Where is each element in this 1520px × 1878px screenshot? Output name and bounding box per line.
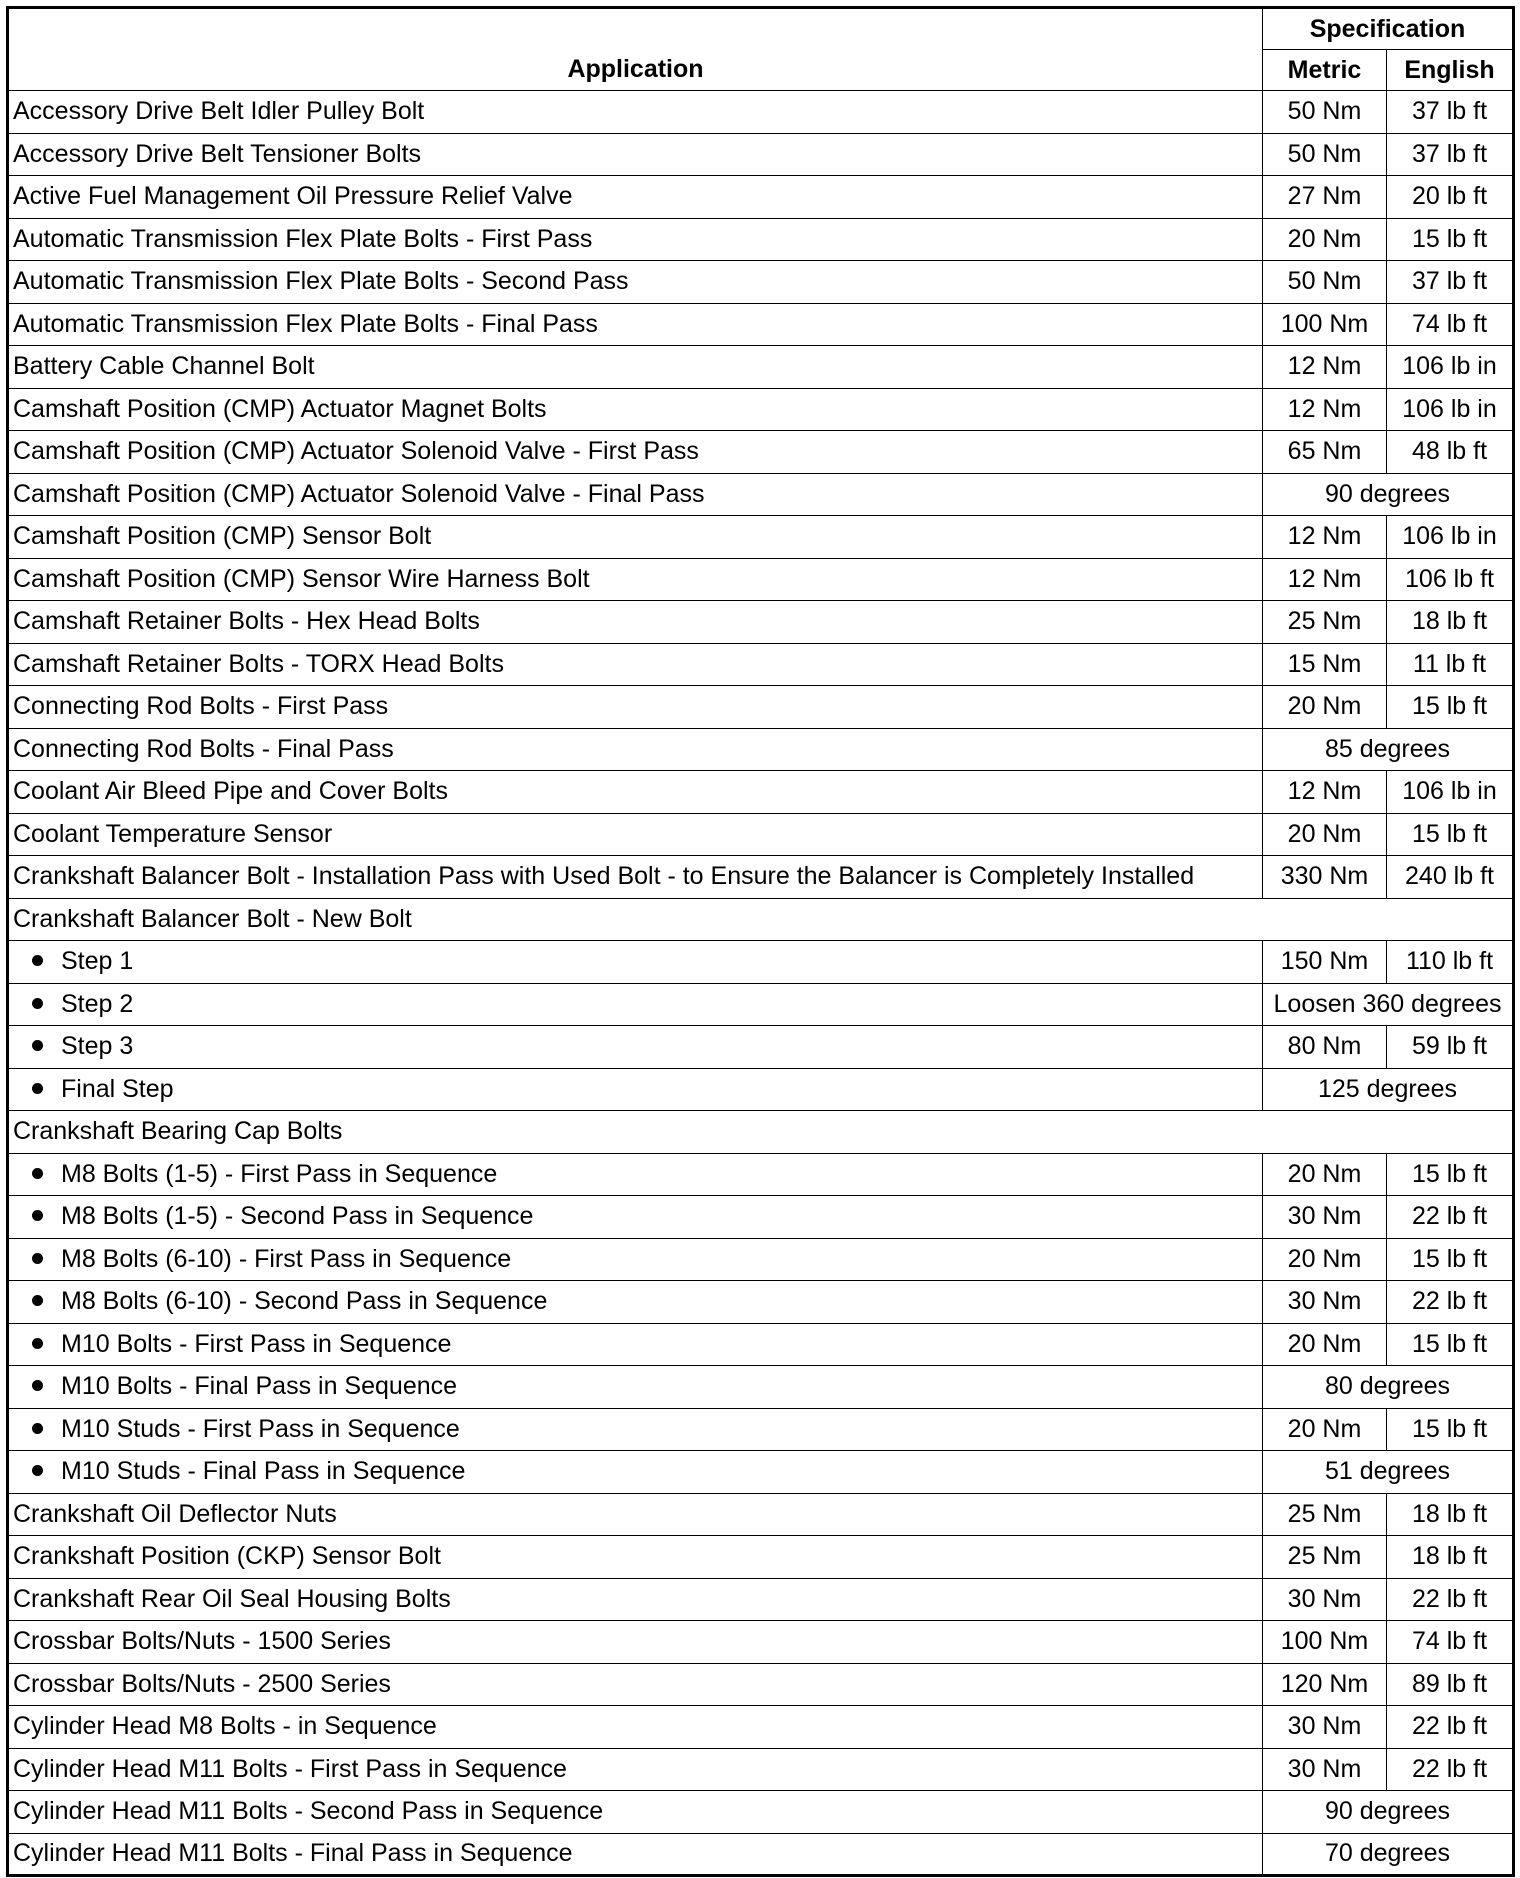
spec-english-cell: 15 lb ft — [1387, 1153, 1514, 1196]
spec-metric-cell: 20 Nm — [1263, 813, 1387, 856]
bullet-icon — [32, 1210, 43, 1221]
table-row — [8, 388, 1514, 431]
application-label: Camshaft Position (CMP) Sensor Wire Harness Bolt — [13, 564, 590, 593]
spec-combined-cell: 90 degrees — [1263, 1791, 1514, 1834]
spec-english-cell: 106 lb in — [1387, 346, 1514, 389]
bullet-icon — [32, 1465, 43, 1476]
table-row — [8, 1366, 1514, 1409]
spec-english-cell: 106 lb ft — [1387, 558, 1514, 601]
application-label: Crankshaft Balancer Bolt - Installation Pass with Used Bolt - to Ensure the Balancer is Completely Installed — [13, 862, 1195, 891]
application-label: M8 Bolts (1-5) - Second Pass in Sequence — [61, 1202, 534, 1231]
spec-metric-cell: 15 Nm — [1263, 643, 1387, 686]
spec-combined-cell: 90 degrees — [1263, 473, 1514, 516]
table-row — [8, 1026, 1514, 1069]
application-cell — [8, 516, 1263, 559]
table-row — [8, 813, 1514, 856]
application-label: Step 2 — [61, 989, 134, 1018]
spec-metric-cell: 20 Nm — [1263, 1323, 1387, 1366]
table-row — [8, 1238, 1514, 1281]
table-row — [8, 856, 1514, 899]
spec-metric-cell: 100 Nm — [1263, 1621, 1387, 1664]
spec-english-cell: 37 lb ft — [1387, 133, 1514, 176]
application-cell — [8, 856, 1263, 899]
table-section-row — [8, 898, 1514, 941]
application-cell — [8, 1706, 1263, 1749]
table-row — [8, 516, 1514, 559]
application-label: Automatic Transmission Flex Plate Bolts - Second Pass — [13, 267, 629, 296]
application-label: Step 3 — [61, 1032, 134, 1061]
header-specification: Specification — [1263, 8, 1514, 50]
application-label: M10 Studs - Final Pass in Sequence — [61, 1457, 466, 1486]
bullet-icon — [32, 955, 43, 966]
application-cell — [8, 1323, 1263, 1366]
table-row — [8, 91, 1514, 134]
application-label: Coolant Air Bleed Pipe and Cover Bolts — [13, 777, 448, 806]
spec-english-cell: 240 lb ft — [1387, 856, 1514, 899]
spec-english-cell: 106 lb in — [1387, 516, 1514, 559]
spec-english-cell: 22 lb ft — [1387, 1748, 1514, 1791]
table-header — [8, 8, 1514, 91]
application-cell — [8, 346, 1263, 389]
application-cell — [8, 813, 1263, 856]
spec-metric-cell: 12 Nm — [1263, 558, 1387, 601]
application-label: Crankshaft Position (CKP) Sensor Bolt — [13, 1542, 441, 1571]
spec-english-cell: 18 lb ft — [1387, 601, 1514, 644]
table-row — [8, 431, 1514, 474]
spec-english-cell: 20 lb ft — [1387, 176, 1514, 219]
spec-english-cell: 106 lb in — [1387, 388, 1514, 431]
spec-metric-cell: 100 Nm — [1263, 303, 1387, 346]
table-row — [8, 218, 1514, 261]
application-label: Camshaft Retainer Bolts - Hex Head Bolts — [13, 607, 480, 636]
spec-english-cell: 22 lb ft — [1387, 1196, 1514, 1239]
table-row — [8, 1663, 1514, 1706]
header-metric: Metric — [1263, 50, 1387, 91]
application-cell — [8, 1621, 1263, 1664]
table-row — [8, 176, 1514, 219]
table-row — [8, 1323, 1514, 1366]
application-cell — [8, 1791, 1263, 1834]
application-cell — [8, 1451, 1263, 1494]
table-row — [8, 1578, 1514, 1621]
spec-metric-cell: 20 Nm — [1263, 1408, 1387, 1451]
application-cell — [8, 983, 1263, 1026]
table-row — [8, 1706, 1514, 1749]
application-label: Crankshaft Oil Deflector Nuts — [13, 1499, 337, 1528]
table-row — [8, 303, 1514, 346]
spec-metric-cell: 25 Nm — [1263, 1493, 1387, 1536]
table-row — [8, 346, 1514, 389]
spec-metric-cell: 30 Nm — [1263, 1281, 1387, 1324]
spec-combined-cell: 51 degrees — [1263, 1451, 1514, 1494]
table-row — [8, 1451, 1514, 1494]
bullet-icon — [32, 1040, 43, 1051]
spec-metric-cell: 12 Nm — [1263, 771, 1387, 814]
application-cell — [8, 261, 1263, 304]
table-row — [8, 601, 1514, 644]
application-cell — [8, 133, 1263, 176]
spec-english-cell: 22 lb ft — [1387, 1706, 1514, 1749]
application-label: Cylinder Head M8 Bolts - in Sequence — [13, 1712, 437, 1741]
application-label: Automatic Transmission Flex Plate Bolts - First Pass — [13, 224, 593, 253]
table-row — [8, 473, 1514, 516]
application-label: Camshaft Position (CMP) Sensor Bolt — [13, 522, 432, 551]
application-cell — [8, 1536, 1263, 1579]
application-label: Automatic Transmission Flex Plate Bolts - Final Pass — [13, 309, 598, 338]
application-cell — [8, 1238, 1263, 1281]
application-label: M10 Bolts - Final Pass in Sequence — [61, 1372, 458, 1401]
spec-metric-cell: 20 Nm — [1263, 686, 1387, 729]
application-label: Crossbar Bolts/Nuts - 1500 Series — [13, 1627, 391, 1656]
table-row — [8, 1621, 1514, 1664]
application-label: Connecting Rod Bolts - First Pass — [13, 692, 389, 721]
torque-spec-table — [6, 6, 1515, 1877]
spec-english-cell: 18 lb ft — [1387, 1493, 1514, 1536]
application-cell — [8, 473, 1263, 516]
table-row — [8, 1748, 1514, 1791]
spec-english-cell: 74 lb ft — [1387, 1621, 1514, 1664]
bullet-icon — [32, 1423, 43, 1434]
application-cell — [8, 1068, 1263, 1111]
application-cell — [8, 1748, 1263, 1791]
spec-english-cell: 15 lb ft — [1387, 813, 1514, 856]
spec-combined-cell: 85 degrees — [1263, 728, 1514, 771]
application-label: Crankshaft Rear Oil Seal Housing Bolts — [13, 1584, 451, 1613]
table-row — [8, 728, 1514, 771]
application-label: Battery Cable Channel Bolt — [13, 352, 315, 381]
application-cell — [8, 1408, 1263, 1451]
table-row — [8, 983, 1514, 1026]
application-label: M8 Bolts (6-10) - First Pass in Sequence — [61, 1244, 512, 1273]
spec-metric-cell: 20 Nm — [1263, 1238, 1387, 1281]
bullet-icon — [32, 1168, 43, 1179]
table-section-row — [8, 1111, 1514, 1154]
application-label: Final Step — [61, 1074, 174, 1103]
application-cell — [8, 728, 1263, 771]
application-cell — [8, 1281, 1263, 1324]
spec-metric-cell: 65 Nm — [1263, 431, 1387, 474]
spec-english-cell: 15 lb ft — [1387, 1408, 1514, 1451]
table-row — [8, 558, 1514, 601]
spec-english-cell: 15 lb ft — [1387, 686, 1514, 729]
application-cell — [8, 601, 1263, 644]
spec-metric-cell: 50 Nm — [1263, 133, 1387, 176]
application-label: Connecting Rod Bolts - Final Pass — [13, 734, 394, 763]
spec-metric-cell: 50 Nm — [1263, 91, 1387, 134]
spec-english-cell: 106 lb in — [1387, 771, 1514, 814]
application-cell — [8, 941, 1263, 984]
application-label: M10 Studs - First Pass in Sequence — [61, 1414, 460, 1443]
application-label: Camshaft Position (CMP) Actuator Solenoid Valve - First Pass — [13, 437, 699, 466]
application-cell — [8, 91, 1263, 134]
application-cell — [8, 898, 1514, 941]
spec-metric-cell: 20 Nm — [1263, 218, 1387, 261]
spec-metric-cell: 30 Nm — [1263, 1196, 1387, 1239]
table-row — [8, 133, 1514, 176]
application-label: Camshaft Position (CMP) Actuator Solenoid Valve - Final Pass — [13, 479, 705, 508]
spec-metric-cell: 30 Nm — [1263, 1578, 1387, 1621]
application-cell — [8, 1578, 1263, 1621]
application-cell — [8, 1196, 1263, 1239]
spec-metric-cell: 12 Nm — [1263, 516, 1387, 559]
header-application: Application — [8, 8, 1263, 91]
application-label: Cylinder Head M11 Bolts - First Pass in Sequence — [13, 1754, 567, 1783]
spec-english-cell: 11 lb ft — [1387, 643, 1514, 686]
table-row — [8, 771, 1514, 814]
application-cell — [8, 218, 1263, 261]
application-label: Cylinder Head M11 Bolts - Final Pass in Sequence — [13, 1839, 573, 1868]
bullet-icon — [32, 998, 43, 1009]
spec-metric-cell: 25 Nm — [1263, 601, 1387, 644]
table-row — [8, 1536, 1514, 1579]
bullet-icon — [32, 1380, 43, 1391]
header-english: English — [1387, 50, 1514, 91]
table-body — [8, 91, 1514, 1876]
bullet-icon — [32, 1253, 43, 1264]
application-label: Crankshaft Bearing Cap Bolts — [13, 1117, 343, 1146]
spec-metric-cell: 30 Nm — [1263, 1706, 1387, 1749]
application-label: Crossbar Bolts/Nuts - 2500 Series — [13, 1669, 391, 1698]
bullet-icon — [32, 1083, 43, 1094]
application-cell — [8, 686, 1263, 729]
spec-english-cell: 15 lb ft — [1387, 1323, 1514, 1366]
spec-english-cell: 15 lb ft — [1387, 218, 1514, 261]
application-label: M10 Bolts - First Pass in Sequence — [61, 1329, 452, 1358]
spec-metric-cell: 330 Nm — [1263, 856, 1387, 899]
table-row — [8, 1281, 1514, 1324]
table-row — [8, 1493, 1514, 1536]
spec-combined-cell: 80 degrees — [1263, 1366, 1514, 1409]
table-row — [8, 643, 1514, 686]
table-row — [8, 261, 1514, 304]
application-label: Coolant Temperature Sensor — [13, 819, 333, 848]
spec-combined-cell: Loosen 360 degrees — [1263, 983, 1514, 1026]
table-row — [8, 941, 1514, 984]
application-label: Camshaft Position (CMP) Actuator Magnet Bolts — [13, 394, 547, 423]
table-row — [8, 686, 1514, 729]
spec-metric-cell: 25 Nm — [1263, 1536, 1387, 1579]
application-label: Step 1 — [61, 947, 134, 976]
application-cell — [8, 1026, 1263, 1069]
application-cell — [8, 1111, 1514, 1154]
application-label: Crankshaft Balancer Bolt - New Bolt — [13, 904, 412, 933]
spec-english-cell: 15 lb ft — [1387, 1238, 1514, 1281]
spec-english-cell: 48 lb ft — [1387, 431, 1514, 474]
application-cell — [8, 1493, 1263, 1536]
spec-english-cell: 74 lb ft — [1387, 303, 1514, 346]
table-row — [8, 1068, 1514, 1111]
application-label: M8 Bolts (1-5) - First Pass in Sequence — [61, 1159, 498, 1188]
spec-english-cell: 110 lb ft — [1387, 941, 1514, 984]
spec-metric-cell: 12 Nm — [1263, 346, 1387, 389]
application-cell — [8, 388, 1263, 431]
spec-metric-cell: 150 Nm — [1263, 941, 1387, 984]
table-row — [8, 1791, 1514, 1834]
application-label: M8 Bolts (6-10) - Second Pass in Sequence — [61, 1287, 548, 1316]
spec-metric-cell: 50 Nm — [1263, 261, 1387, 304]
application-cell — [8, 176, 1263, 219]
spec-combined-cell: 125 degrees — [1263, 1068, 1514, 1111]
application-cell — [8, 1153, 1263, 1196]
spec-english-cell: 22 lb ft — [1387, 1578, 1514, 1621]
application-cell — [8, 771, 1263, 814]
application-cell — [8, 558, 1263, 601]
spec-metric-cell: 27 Nm — [1263, 176, 1387, 219]
spec-combined-cell: 70 degrees — [1263, 1833, 1514, 1876]
bullet-icon — [32, 1338, 43, 1349]
spec-english-cell: 37 lb ft — [1387, 91, 1514, 134]
spec-english-cell: 18 lb ft — [1387, 1536, 1514, 1579]
table-row — [8, 1408, 1514, 1451]
application-cell — [8, 303, 1263, 346]
spec-english-cell: 37 lb ft — [1387, 261, 1514, 304]
bullet-icon — [32, 1295, 43, 1306]
spec-metric-cell: 30 Nm — [1263, 1748, 1387, 1791]
spec-english-cell: 59 lb ft — [1387, 1026, 1514, 1069]
application-cell — [8, 1833, 1263, 1876]
application-label: Accessory Drive Belt Tensioner Bolts — [13, 139, 422, 168]
application-cell — [8, 1663, 1263, 1706]
spec-english-cell: 89 lb ft — [1387, 1663, 1514, 1706]
table-row — [8, 1833, 1514, 1876]
application-cell — [8, 431, 1263, 474]
application-label: Cylinder Head M11 Bolts - Second Pass in Sequence — [13, 1797, 604, 1826]
application-label: Active Fuel Management Oil Pressure Relief Valve — [13, 182, 573, 211]
spec-metric-cell: 120 Nm — [1263, 1663, 1387, 1706]
application-cell — [8, 1366, 1263, 1409]
spec-english-cell: 22 lb ft — [1387, 1281, 1514, 1324]
table-row — [8, 1196, 1514, 1239]
application-cell — [8, 643, 1263, 686]
table-row — [8, 1153, 1514, 1196]
application-label: Camshaft Retainer Bolts - TORX Head Bolts — [13, 649, 504, 678]
spec-metric-cell: 12 Nm — [1263, 388, 1387, 431]
spec-metric-cell: 80 Nm — [1263, 1026, 1387, 1069]
spec-metric-cell: 20 Nm — [1263, 1153, 1387, 1196]
application-label: Accessory Drive Belt Idler Pulley Bolt — [13, 97, 425, 126]
